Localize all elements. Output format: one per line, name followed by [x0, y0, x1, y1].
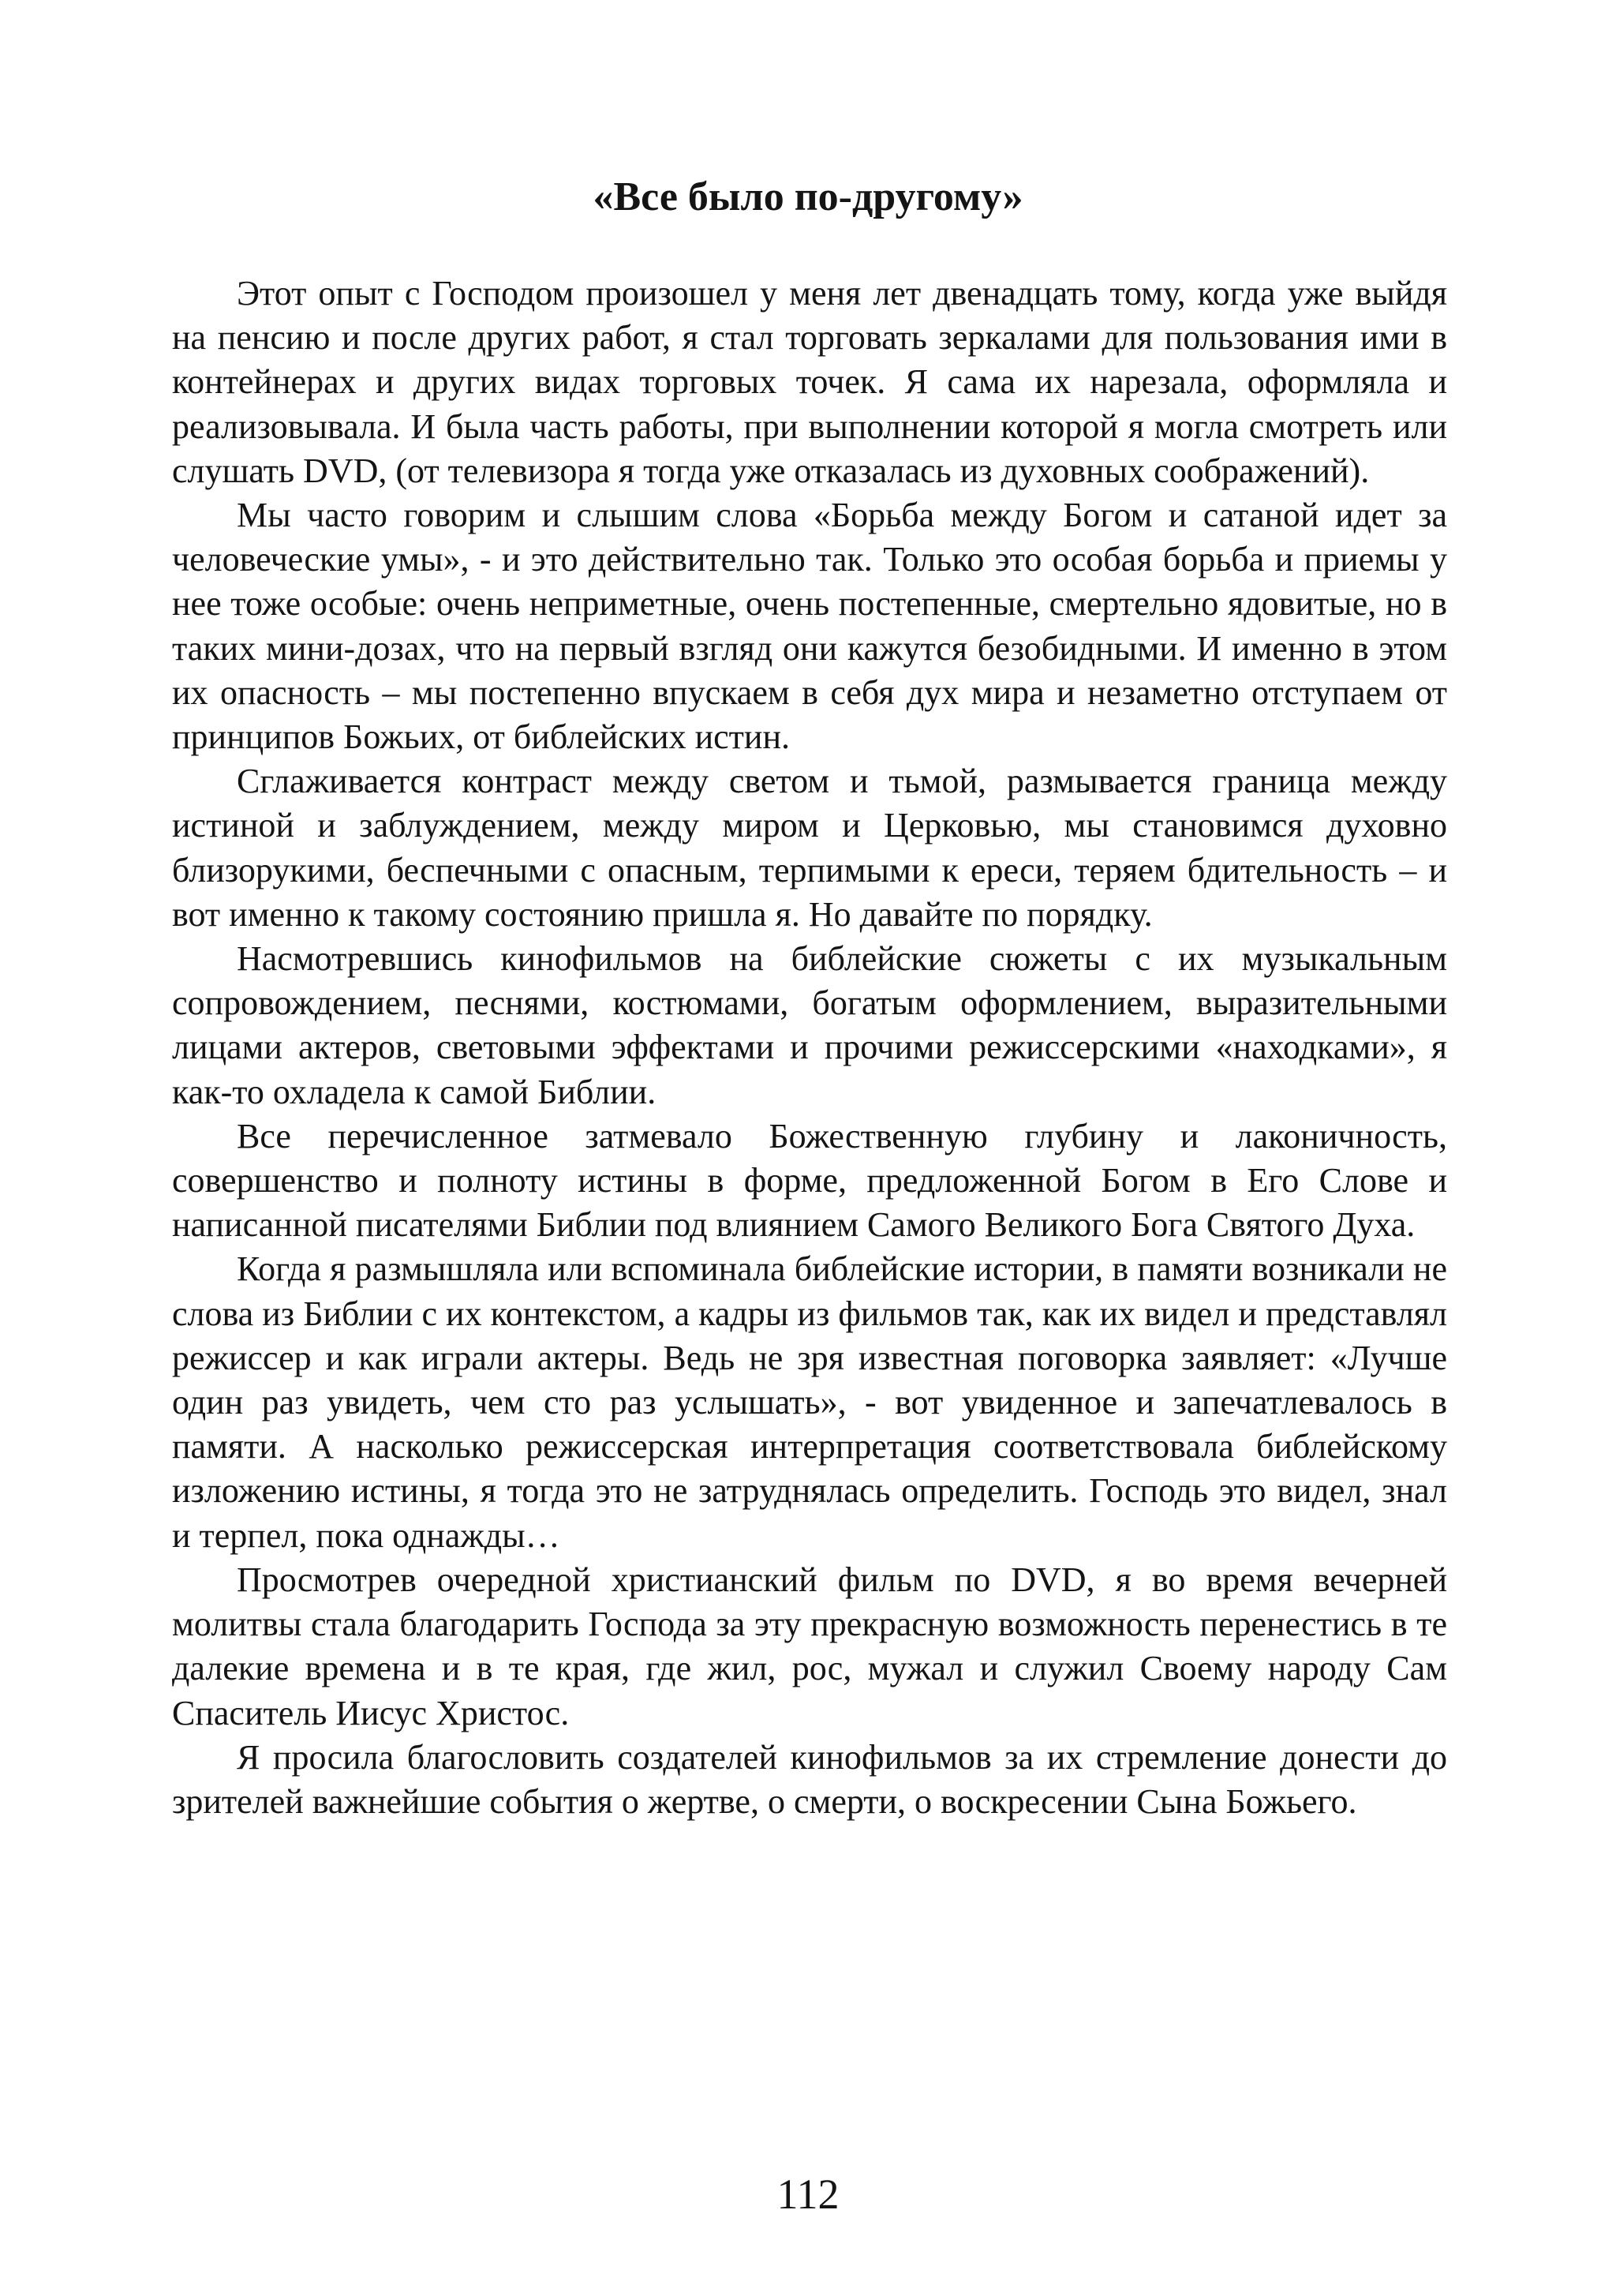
paragraph-4: Насмотревшись кинофильмов на библейские сюжеты с их музыкальным сопровождением, песнями, костюмами, богатым оформлением, выразительными лицами актеров, световыми эффектами и прочими режиссерскими «находками», я как-то охладела к самой Библии.: [172, 939, 1447, 1111]
paragraph-7: Просмотрев очередной христианский фильм по DVD, я во время вечерней молитвы стала благодарить Господа за эту прекрасную возможность перенестись в те далекие времена и в те края, где жил, рос, мужал и служил Своему народу Сам Спаситель Иисус Христос.: [172, 1560, 1447, 1732]
page-number: 112: [776, 2171, 840, 2218]
paragraph-2: Мы часто говорим и слышим слова «Борьба между Богом и сатаной идет за человеческие умы», - и это действительно так. Только это особая борьба и приемы у нее тоже особые: очень неприметные, очень постепенные, смертельно ядовитые, но в таких мини-дозах, что на первый взгляд они кажутся безобидными. И именно в этом их опасность – мы постепенно впускаем в себя дух мира и незаметно отступаем от принципов Божьих, от библейских истин.: [172, 496, 1447, 757]
paragraph-3: Сглаживается контраст между светом и тьмой, размывается граница между истиной и заблуждением, между миром и Церковью, мы становимся духовно близорукими, беспечными с опасным, терпимыми к ереси, теряем бдительность – и вот именно к такому состоянию пришла я. Но давайте по порядку.: [172, 762, 1447, 934]
body-text: [172, 272, 1447, 1824]
page-title: «Все было по-другому»: [593, 174, 1023, 219]
paragraph-1: Этот опыт с Господом произошел у меня лет двенадцать тому, когда уже выйдя на пенсию и после других работ, я стал торговать зеркалами для пользования ими в контейнерах и других видах торговых точек. Я сама их нарезала, оформляла и реализовывала. И была часть работы, при выполнении которой я могла смотреть или слушать DVD, (от телевизора я тогда уже отказалась из духовных соображений).: [172, 274, 1447, 490]
paragraph-5: Все перечисленное затмевало Божественную глубину и лаконичность, совершенство и полноту истины в форме, предложенной Богом в Его Слове и написанной писателями Библии под влиянием Самого Великого Бога Святого Духа.: [172, 1116, 1447, 1245]
paragraph-6: Когда я размышляла или вспоминала библейские истории, в памяти возникали не слова из Библии с их контекстом, а кадры из фильмов так, как их видел и представлял режиссер и как играли актеры. Ведь не зря известная поговорка заявляет: «Лучше один раз увидеть, чем сто раз услышать», - вот увиденное и запечатлевалось в памяти. А насколько режиссерская интерпретация соответствовала библейскому изложению истины, я тогда это не затруднялась определить. Господь это видел, знал и терпел, пока однажды…: [172, 1249, 1447, 1555]
paragraph-8: Я просила благословить создателей кинофильмов за их стремление донести до зрителей важнейшие события о жертве, о смерти, о воскресении Сына Божьего.: [172, 1737, 1447, 1821]
